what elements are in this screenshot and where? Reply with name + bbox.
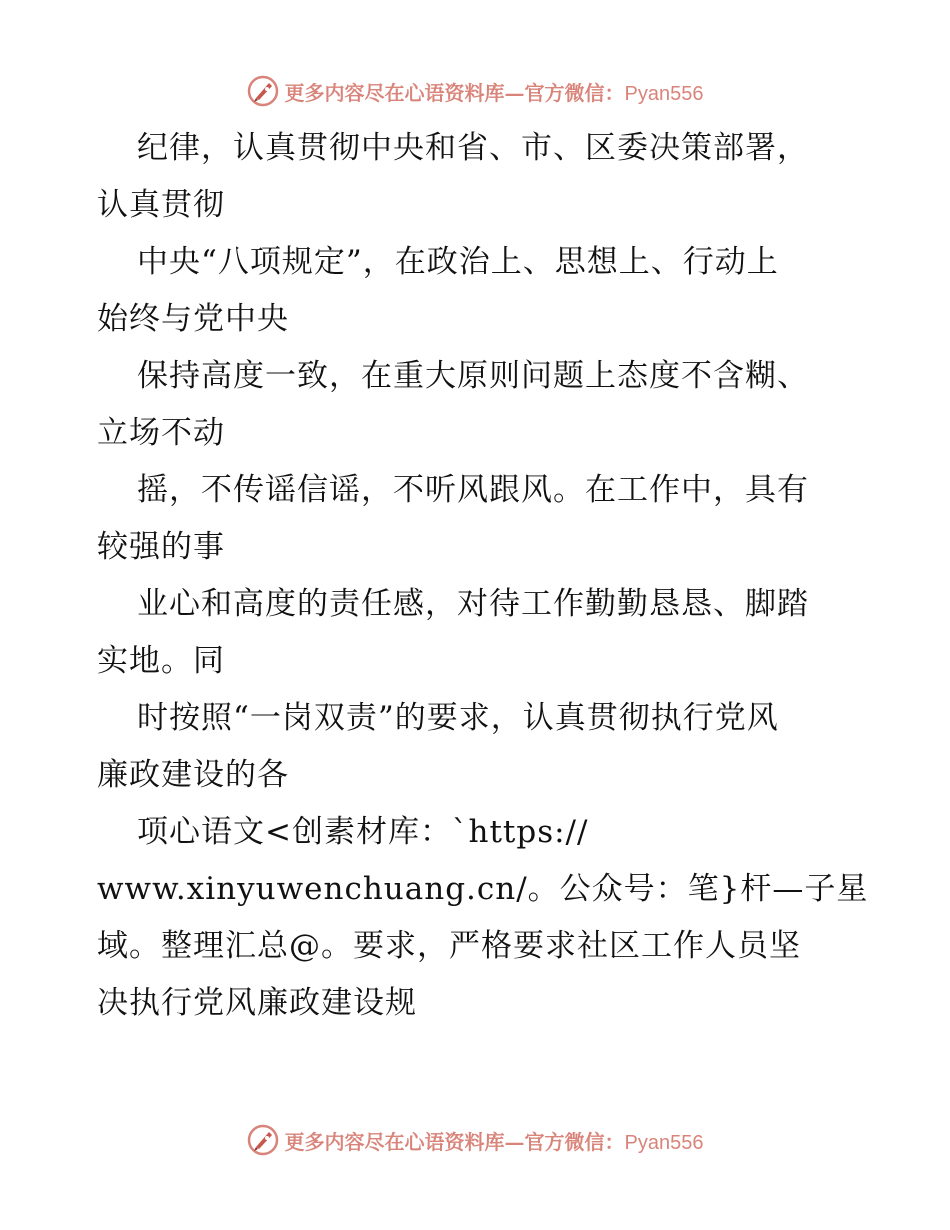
wechat-id: Pyan556 [624, 1131, 704, 1154]
body-line: 纪律，认真贯彻中央和省、市、区委决策部署， [137, 130, 809, 166]
quill-pen-logo-icon [247, 1124, 279, 1156]
body-line: 摇，不传谣信谣，不听风跟风。在工作中，具有 [137, 472, 809, 508]
document-body [97, 120, 869, 1032]
body-line: 认真贯彻 [97, 187, 225, 223]
body-line: 决执行党风廉政建设规 [97, 985, 417, 1021]
footer-banner [0, 1120, 950, 1160]
body-line: 时按照“一岗双责”的要求，认真贯彻执行党风 [137, 700, 779, 736]
body-line: 项心语文<创素材库：`https:// [137, 814, 589, 850]
quill-pen-logo-icon [247, 75, 279, 107]
body-line: 始终与党中央 [97, 301, 289, 337]
header-banner-text: 更多内容尽在心语资料库—官方微信：Pyan556 [284, 80, 704, 105]
footer-banner-text: 更多内容尽在心语资料库—官方微信：Pyan556 [284, 1129, 704, 1154]
body-line: 保持高度一致，在重大原则问题上态度不含糊、 [137, 358, 809, 394]
body-line: 立场不动 [97, 415, 225, 451]
header-banner [0, 71, 950, 111]
body-line: 中央“八项规定”，在政治上、思想上、行动上 [137, 244, 779, 280]
body-line: 廉政建设的各 [97, 757, 289, 793]
body-line: 域。整理汇总@。要求，严格要求社区工作人员坚 [97, 928, 801, 964]
body-line: 业心和高度的责任感，对待工作勤勤恳恳、脚踏 [137, 586, 809, 622]
body-line: 较强的事 [97, 529, 225, 565]
body-line: www.xinyuwenchuang.cn/。公众号：笔}杆—子星 [97, 871, 869, 907]
body-line: 实地。同 [97, 643, 225, 679]
wechat-id: Pyan556 [624, 82, 704, 105]
